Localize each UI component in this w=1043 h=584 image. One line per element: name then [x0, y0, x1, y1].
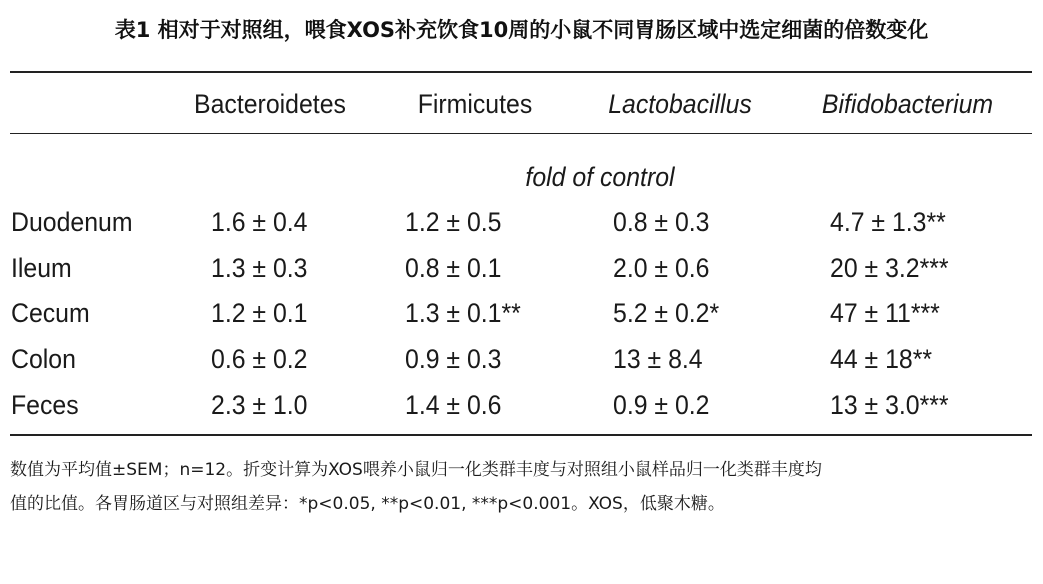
cell-value: 13 ± 8.4	[613, 344, 703, 374]
column-header-lactobacillus: Lactobacillus	[608, 89, 752, 119]
cell-value: 0.6 ± 0.2	[211, 344, 308, 374]
row-label-duodenum: Duodenum	[11, 207, 133, 237]
column-header-bifidobacterium: Bifidobacterium	[821, 89, 994, 119]
row-label-cecum: Cecum	[11, 298, 90, 328]
row-label-ileum: Ileum	[11, 253, 72, 283]
row-label-feces: Feces	[11, 390, 79, 420]
table-row	[0, 207, 1043, 247]
cell-value: 1.6 ± 0.4	[211, 207, 308, 237]
cell-value: 5.2 ± 0.2*	[613, 298, 720, 328]
cell-value: 1.2 ± 0.1	[211, 298, 308, 328]
cell-value: 44 ± 18**	[830, 344, 933, 374]
cell-value: 47 ± 11***	[830, 298, 940, 328]
cell-value: 4.7 ± 1.3**	[830, 207, 946, 237]
cell-value: 0.9 ± 0.3	[405, 344, 502, 374]
footnote-line-2: 值的比值。各胃肠道区与对照组差异：*p<0.05, **p<0.01, ***p<0.001。XOS，低聚木糖。	[10, 494, 725, 514]
table-caption: 表1 相对于对照组，喂食XOS补充饮食10周的小鼠不同胃肠区域中选定细菌的倍数变化	[114, 18, 929, 42]
cell-value: 1.3 ± 0.1**	[405, 298, 521, 328]
cell-value: 13 ± 3.0***	[830, 390, 949, 420]
column-header-firmicutes: Firmicutes	[417, 89, 533, 119]
table-row	[0, 253, 1043, 293]
table-top-rule	[10, 71, 1032, 73]
cell-value: 0.8 ± 0.1	[405, 253, 502, 283]
cell-value: 1.4 ± 0.6	[405, 390, 502, 420]
cell-value: 0.9 ± 0.2	[613, 390, 710, 420]
table-row	[0, 344, 1043, 384]
cell-value: 2.0 ± 0.6	[613, 253, 710, 283]
table-bottom-rule	[10, 434, 1032, 436]
table-header-rule	[10, 133, 1032, 134]
row-label-colon: Colon	[11, 344, 76, 374]
unit-label: fold of control	[525, 162, 675, 192]
cell-value: 1.2 ± 0.5	[405, 207, 502, 237]
column-header-bacteroidetes: Bacteroidetes	[194, 89, 346, 119]
cell-value: 1.3 ± 0.3	[211, 253, 308, 283]
cell-value: 0.8 ± 0.3	[613, 207, 710, 237]
table-row	[0, 390, 1043, 430]
table-row	[0, 298, 1043, 338]
footnote-line-1: 数值为平均值±SEM；n=12。折变计算为XOS喂养小鼠归一化类群丰度与对照组小鼠样品归一化类群丰度均	[10, 460, 822, 480]
cell-value: 20 ± 3.2***	[830, 253, 949, 283]
cell-value: 2.3 ± 1.0	[211, 390, 308, 420]
